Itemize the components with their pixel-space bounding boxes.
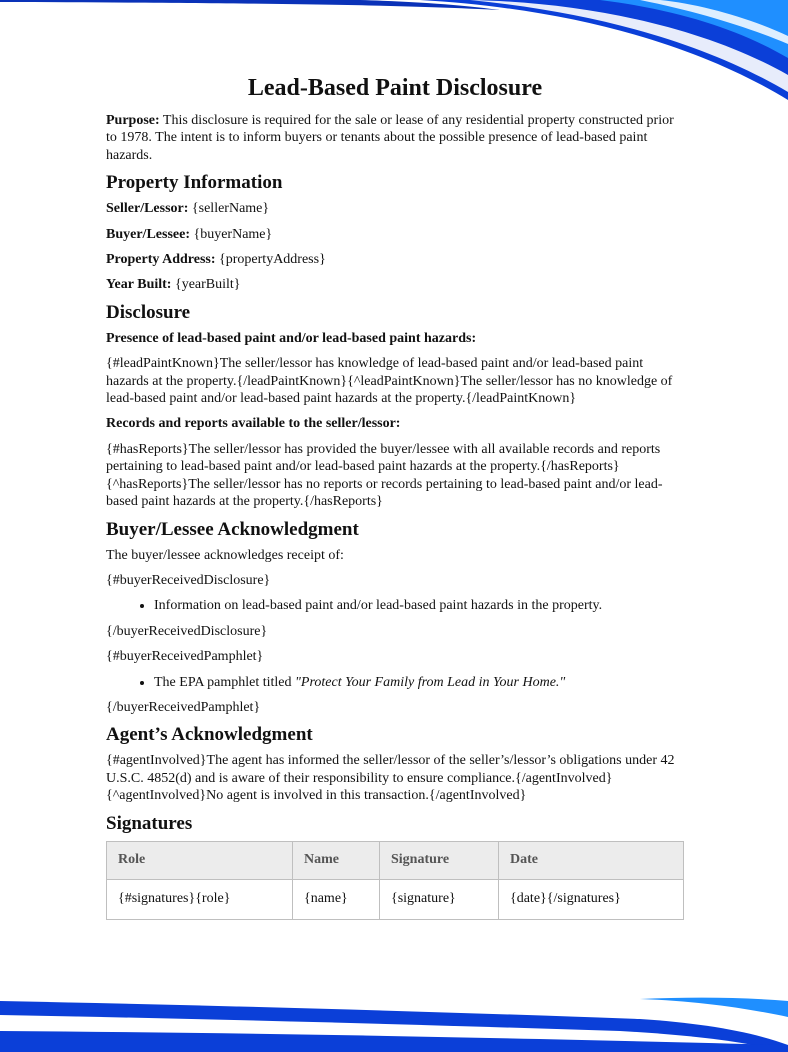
- list-item: [154, 674, 684, 691]
- disclosure-open-tag: {#buyerReceivedDisclosure}: [106, 572, 271, 588]
- field-value: {sellerName}: [191, 201, 270, 217]
- field-label: Year Built:: [106, 277, 172, 293]
- cell-role: {#signatures}{role}: [107, 879, 293, 919]
- agent-text: {#agentInvolved}The agent has informed the seller/lessor of the seller’s/lessor’s obligations under 42 U.S.C. 4852(d) and is aware of their responsibility to ensure compliance.{/agentInvolved}{^agentInvolved}No agent is involved in this transaction.{/agentInvolved}: [106, 753, 675, 804]
- pamphlet-title: "Protect Your Family from Lead in Your Home.": [295, 674, 566, 690]
- field-buyer: [106, 226, 684, 243]
- purpose-label: Purpose:: [106, 113, 160, 128]
- document-body: [106, 74, 684, 920]
- document-title: Lead-Based Paint Disclosure: [247, 75, 543, 101]
- signatures-table: [106, 841, 684, 920]
- cell-signature: {signature}: [380, 879, 499, 919]
- field-value: {propertyAddress}: [219, 252, 326, 268]
- table-row: [107, 879, 684, 919]
- pamphlet-close-tag: {/buyerReceivedPamphlet}: [106, 699, 261, 715]
- column-header-date: Date: [499, 841, 684, 879]
- signatures-heading: Signatures: [106, 812, 193, 834]
- field-property-address: [106, 251, 684, 268]
- records-subheading: Records and reports available to the seller/lessor:: [106, 416, 401, 432]
- field-seller: [106, 200, 684, 217]
- disclosure-list: [106, 597, 684, 614]
- table-header-row: [107, 841, 684, 879]
- field-value: {yearBuilt}: [174, 277, 241, 293]
- purpose-paragraph: [106, 112, 684, 164]
- list-item: • Information on lead-based paint and/or lead-based paint hazards in the property.: [154, 597, 684, 614]
- field-year-built: [106, 276, 684, 293]
- field-label: Buyer/Lessee:: [106, 226, 190, 242]
- column-header-name: Name: [293, 841, 380, 879]
- pamphlet-open-tag: {#buyerReceivedPamphlet}: [106, 649, 264, 665]
- buyer-intro: The buyer/lessee acknowledges receipt of:: [106, 547, 344, 563]
- records-text: {#hasReports}The seller/lessor has provided the buyer/lessee with all available records and reports pertaining to lead-based paint and/or lead-based paint hazards at the property.{/hasReports}{^hasReports}The seller/lessor has no reports or records pertaining to lead-based paint and/or lead-based paint hazards at the property.{/hasReports}: [106, 441, 663, 510]
- footer-wave-decoration: [0, 997, 788, 1052]
- purpose-text: This disclosure is required for the sale or lease of any residential property constructed prior to 1978. The intent is to inform buyers or tenants about the possible presence of lead-based paint hazards.: [106, 113, 674, 163]
- field-label: Property Address:: [106, 252, 216, 268]
- disclosure-close-tag: {/buyerReceivedDisclosure}: [106, 623, 268, 639]
- property-information-heading: Property Information: [106, 172, 283, 194]
- disclosure-heading: Disclosure: [106, 301, 191, 323]
- field-value: {buyerName}: [193, 226, 273, 242]
- field-label: Seller/Lessor:: [106, 201, 189, 217]
- cell-date: {date}{/signatures}: [499, 879, 684, 919]
- pamphlet-prefix: The EPA pamphlet titled: [154, 674, 296, 690]
- presence-text: {#leadPaintKnown}The seller/lessor has knowledge of lead-based paint and/or lead-based paint hazards at the property.{/leadPaintKnown}{^leadPaintKnown}The seller/lessor has no knowledge of lead-based paint and/or lead-based paint hazards at the property.{/leadPaintKnown}: [106, 356, 673, 407]
- pamphlet-list: [106, 674, 684, 691]
- column-header-signature: Signature: [380, 841, 499, 879]
- column-header-role: Role: [107, 841, 293, 879]
- buyer-acknowledgment-heading: Buyer/Lessee Acknowledgment: [106, 518, 359, 540]
- agent-acknowledgment-heading: Agent’s Acknowledgment: [106, 724, 313, 746]
- cell-name: {name}: [293, 879, 380, 919]
- presence-subheading: Presence of lead-based paint and/or lead-based paint hazards:: [106, 330, 477, 346]
